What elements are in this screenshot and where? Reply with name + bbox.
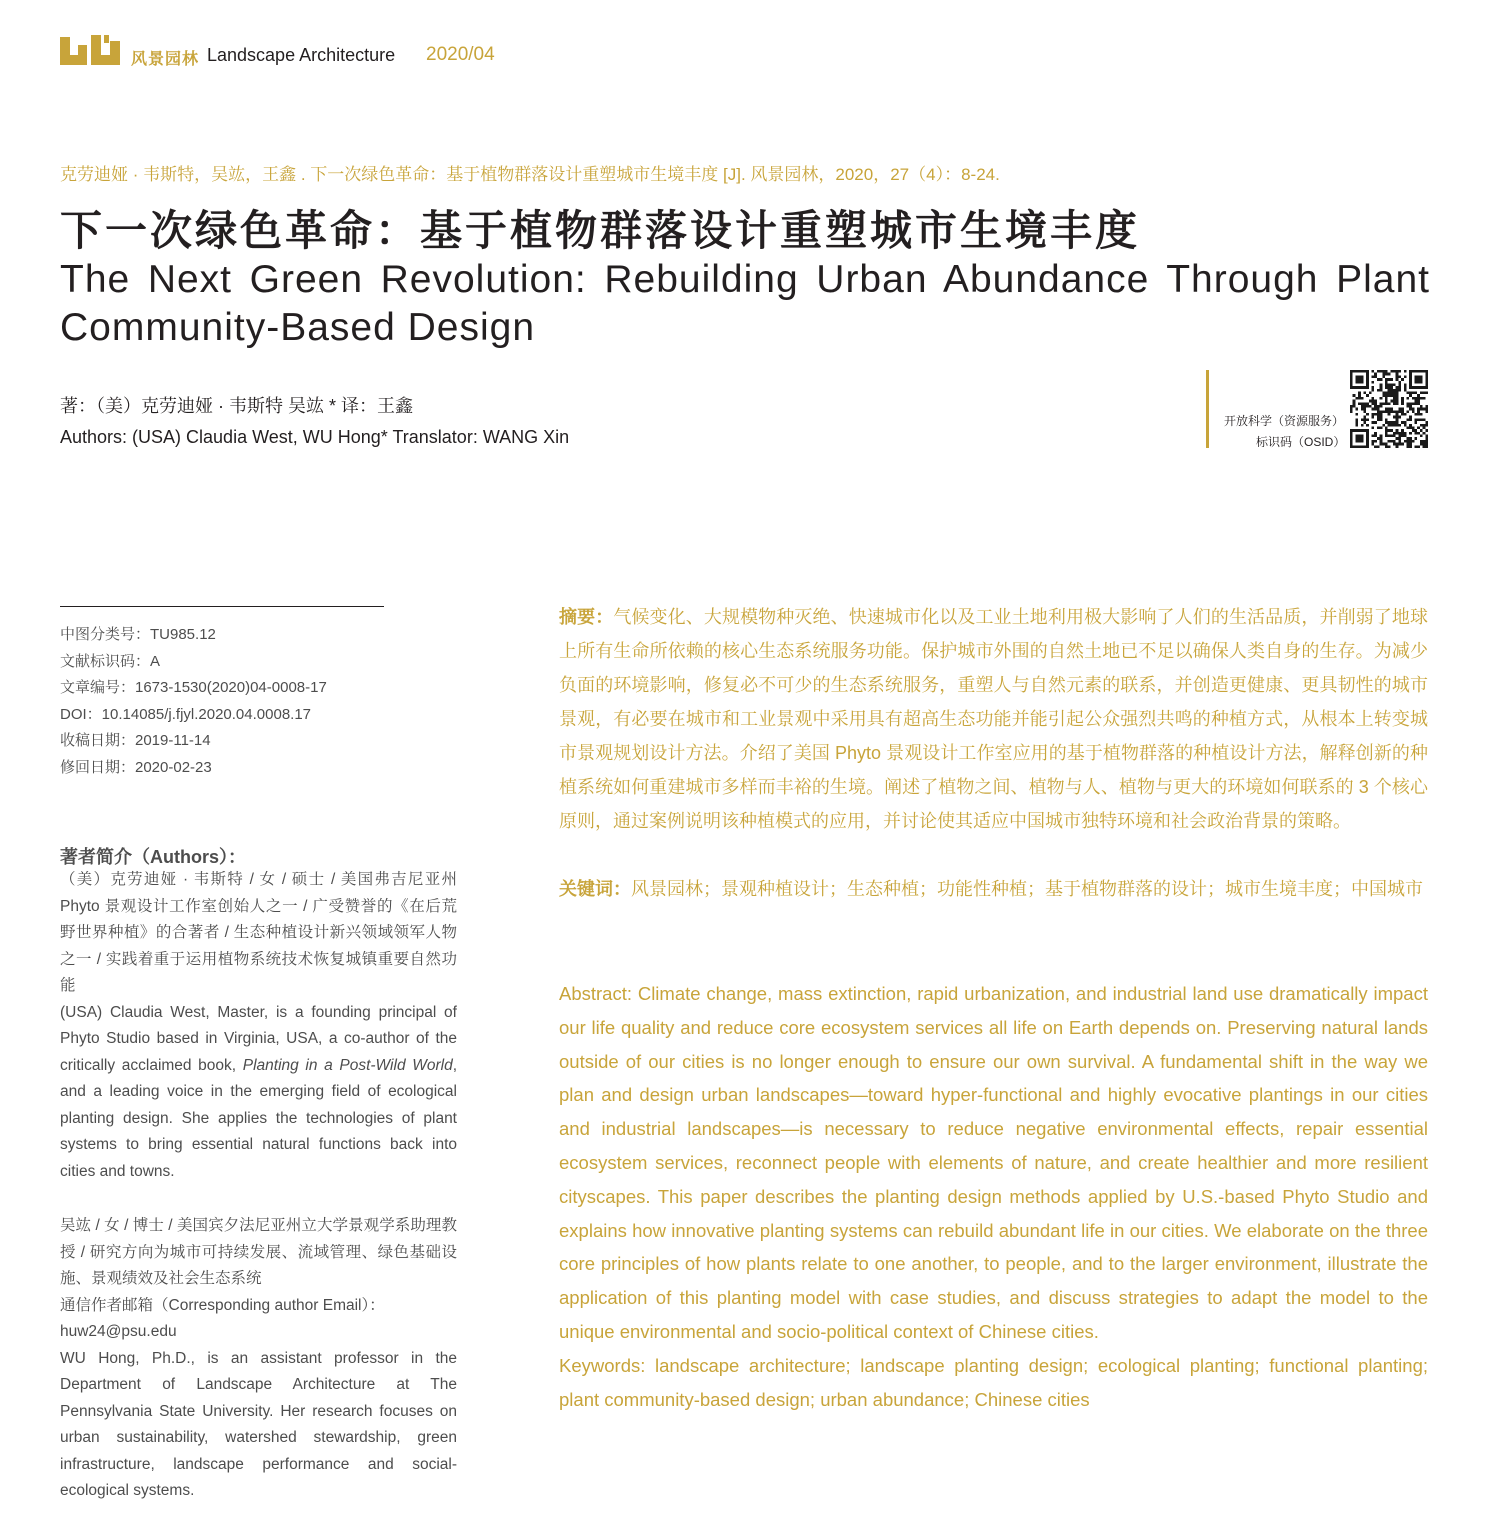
keywords-cn-label: 关键词： [559, 879, 631, 899]
bio-west-cn: （美）克劳迪娅 · 韦斯特 / 女 / 硕士 / 美国弗吉尼亚州 Phyto 景观设计工作室创始人之一 / 广受赞誉的《在后荒野世界种植》的合著者 / 生态种植设计新兴领域领军人物之一 / 实践着重于运用植物系统技术恢复城镇重要自然功能 [60, 871, 457, 994]
osid-qr-code[interactable] [1350, 370, 1428, 448]
clc-number: 中图分类号：TU985.12 [60, 626, 216, 643]
bio-west-en-part2: , and a leading voice in the emerging field of ecological planting design. She applies the technologies of plant systems to bring essential natural functions back into cities and towns. [60, 1056, 457, 1180]
abstract-cn-label: 摘要： [559, 607, 614, 627]
osid-label-line1: 开放科学（资源服务） [1224, 414, 1345, 428]
abstract-en-label: Abstract: [559, 983, 632, 1004]
citation: 克劳迪娅 · 韦斯特，吴竑，王鑫 . 下一次绿色革命：基于植物群落设计重塑城市生境丰度 [J]. 风景园林，2020，27（4）：8-24. [60, 165, 1000, 184]
authors-en: Authors: (USA) Claudia West, WU Hong* Translator: WANG Xin [60, 427, 570, 447]
abstract-en-text: Climate change, mass extinction, rapid urbanization, and industrial land use dramatically impact our life quality and reduce core ecosystem services all life on Earth depends on. Preserving natural lands outside of our cities is no longer enough to ensure our own survival. A fundamental shift in the way we plan and design urban landscapes—toward hyper-functional and highly evocative plantings in our cities and industrial landscapes—is necessary to reduce negative environmental effects, repair essential ecosystem services, reconnect people with elements of nature, and create healthier and more resilient cityscapes. This paper describes the planting design methods applied by U.S.-based Phyto Studio and explains how innovative planting systems can rebuild abundant life in our cities. We elaborate on the three core principles of how plants relate to one another, to people, and to the larger environment, illustrate the application of this planting model with case studies, and discuss strategies to adapt the model to the unique environmental and socio-political context of Chinese cities. [559, 983, 1428, 1342]
keywords-en [559, 1349, 1428, 1417]
abstract-cn-text: 气候变化、大规模物种灭绝、快速城市化以及工业土地利用极大影响了人们的生活品质，并削弱了地球上所有生命所依赖的核心生态系统服务功能。保护城市外围的自然土地已不足以确保人类自身的生存。为减少负面的环境影响，修复必不可少的生态系统服务，重塑人与自然元素的联系，并创造更健康、更具韧性的城市景观，有必要在城市和工业景观中采用具有超高生态功能并能引起公众强烈共鸣的种植方式，从根本上转变城市景观规划设计方法。介绍了美国 Phyto 景观设计工作室应用的基于植物群落的种植设计方法，解释创新的种植系统如何重建城市多样而丰裕的生境。阐述了植物之间、植物与人、植物与更大的环境如何联系的 3 个核心原则，通过案例说明该种植模式的应用，并讨论使其适应中国城市独特环境和社会政治背景的策略。 [559, 607, 1429, 831]
keywords-cn-text: 风景园林；景观种植设计；生态种植；功能性种植；基于植物群落的设计；城市生境丰度；中国城市 [631, 879, 1423, 899]
journal-logo [60, 35, 124, 65]
title-cn: 下一次绿色革命：基于植物群落设计重塑城市生境丰度 [60, 207, 1141, 254]
abstract-en [559, 977, 1428, 1349]
revised-date: 修回日期：2020-02-23 [60, 758, 212, 776]
keywords-cn [559, 872, 1428, 906]
journal-name-cn: 风景园林 [131, 51, 200, 68]
document-code: 文献标识码：A [60, 652, 161, 670]
article-id: 文章编号：1673-1530(2020)04-0008-17 [60, 679, 327, 697]
email-label: 通信作者邮箱（Corresponding author Email）： [60, 1296, 385, 1314]
meta-divider [60, 606, 384, 607]
issue-number: 2020/04 [426, 44, 495, 65]
corresponding-email[interactable]: huw24@psu.edu [60, 1323, 177, 1340]
keywords-en-label: Keywords: [559, 1355, 646, 1376]
title-en: The Next Green Revolution: Rebuilding Urban Abundance Through Plant Community-Based Design [60, 258, 1430, 349]
doi[interactable]: DOI：10.14085/j.fjyl.2020.04.0008.17 [60, 705, 312, 723]
book-title: Planting in a Post-Wild World [242, 1056, 453, 1074]
bio-west-en [60, 1000, 457, 1186]
bio-wu-en: WU Hong, Ph.D., is an assistant professor in the Department of Landscape Architecture at The Pennsylvania State University. Her research focuses on urban sustainability, watershed stewardship, green infrastructure, landscape performance and social-ecological systems. [60, 1349, 457, 1499]
keywords-en-text: landscape architecture; landscape planting design; ecological planting; functional planting; plant community-based design; urban abundance; Chinese cities [559, 1355, 1428, 1410]
received-date: 收稿日期：2019-11-14 [60, 732, 211, 750]
bio-wu-hong [60, 1213, 457, 1505]
bio-wu-cn: 吴竑 / 女 / 博士 / 美国宾夕法尼亚州立大学景观学系助理教授 / 研究方向为城市可持续发展、流域管理、绿色基础设施、景观绩效及社会生态系统 [60, 1217, 457, 1287]
osid-divider [1206, 370, 1209, 448]
article-metadata [60, 622, 400, 782]
journal-name-en: Landscape Architecture [207, 45, 396, 65]
osid-label-line2: 标识码（OSID） [1256, 435, 1346, 449]
bio-heading: 著者简介（Authors）： [60, 847, 246, 867]
abstract-cn [559, 600, 1428, 838]
bio-claudia-west [60, 867, 457, 1185]
bio-west-en-part1: (USA) Claudia West, Master, is a founding principal of Phyto Studio based in Virginia, USA, a co-author of the critically acclaimed book, [60, 1003, 457, 1074]
authors-cn: 著：（美）克劳迪娅 · 韦斯特 吴竑 * 译：王鑫 [60, 396, 414, 416]
